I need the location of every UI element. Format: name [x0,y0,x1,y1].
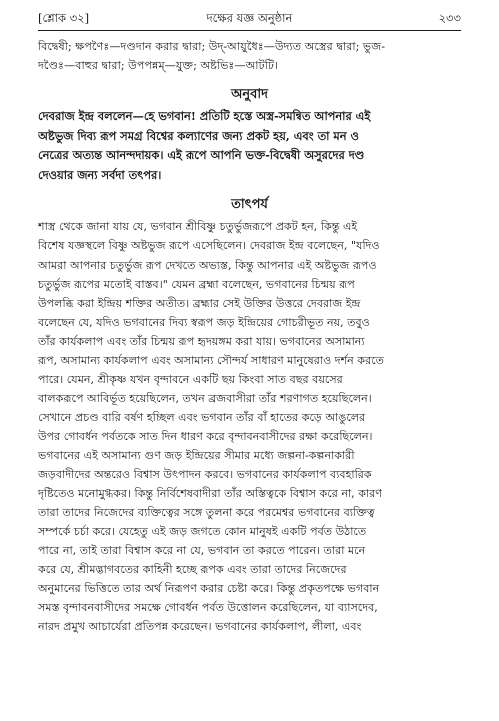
translation-block [38,107,461,185]
purport-line: সম্পর্কে চর্চা করে। যেহেতু এই জড় জগতে কোন মানুষই একটি পর্বত উঠাতে [38,525,367,539]
purport-line: বলেছেন যে, যদিও ভগবানের দিব্য স্বরূপ জড় ইন্দ্রিয়ের গোচরীভূত নয়, তবুও [38,315,370,329]
purport-line: বিশেষ যজ্ঞস্থলে বিষ্ণু অষ্টভুজ রূপে এসেছিলেন। দেবরাজ ইন্দ্র বলেছেন, "যদিও [38,239,380,253]
purport-line: নারদ প্রমুখ আচার্যেরা প্রতিপন্ন করেছেন। ভগবানের কার্যকলাপ, লীলা, এবং [38,620,362,634]
purport-line: অনুমানের ভিত্তিতে তার অর্থ নিরূপণ করার চেষ্টা করে। কিন্তু প্রকৃতপক্ষে ভগবান [38,582,380,596]
translation-line: নেত্রের অত্যন্ত আনন্দদায়ক। এই রূপে আপনি ভক্ত-বিদ্বেষী অসুরদের দণ্ড [38,148,365,163]
purport-line: চতুর্ভুজ রূপের মতোই বাস্তব।" যেমন ব্রহ্মা বলেছেন, ভগবানের চিন্ময় রূপ [38,277,355,291]
purport-line: ভগবানের এই অসামান্য গুণ জড় ইন্দ্রিয়ের সীমার মধ্যে জল্পনা-কল্পনাকারী [38,448,355,462]
purport-line: পারে। যেমন, শ্রীকৃষ্ণ যখন বৃন্দাবনে একটি ছয় কিংবা সাত বছর বয়সের [38,372,343,386]
purport-line: তাঁর কার্যকলাপ এবং তাঁর চিন্ময় রূপ হৃদয়ঙ্গম করা যায়। ভগবানের অসামান্য [38,334,365,348]
translation-line: দেওয়ার জন্য সর্বদা তৎপর। [38,167,162,182]
purport-line: আমরা আপনার চতুর্ভুজ রূপ দেখতে অভ্যস্ত, কিন্তু আপনার এই অষ্টভুজ রূপও [38,258,377,272]
translation-line: দেবরাজ ইন্দ্র বললেন—হে ভগবান! প্রতিটি হস্তে অস্ত্র-সমন্বিত আপনার এই [38,109,371,124]
synonyms-block [38,37,461,75]
page-number: ২৩৩ [438,11,461,25]
page-header [38,8,461,28]
purport-line: দৃষ্টিতেও মনোমুগ্ধকর। কিন্তু নির্বিশেষবাদীরা তাঁর অস্তিত্বকে বিশ্বাস করে না, কারণ [38,487,383,501]
chapter-title: দক্ষের যজ্ঞ অনুষ্ঠান [206,11,293,25]
verse-reference: [শ্লোক ৩২] [38,11,90,25]
synonyms-line: বিদ্বেষী; ক্ষপণৈঃ—দণ্ডদান করার দ্বারা; উদ্-আয়ুধৈঃ—উদ্যত অস্ত্রের দ্বারা; ভুজ- [38,40,386,53]
purport-line: উপর গোবর্ধন পর্বতকে সাত দিন ধারণ করে বৃন্দাবনবাসীদের রক্ষা করেছিলেন। [38,429,373,443]
purport-line: পারে না, তাই তারা বিশ্বাস করে না যে, ভগবান তা করতে পারেন। তারা মনে [38,544,366,558]
translation-heading: অনুবাদ [231,87,268,103]
purport-line: উপলব্ধি করা ইন্দ্রিয় শক্তির অতীত। ব্রহ্মার সেই উক্তির উত্তরে দেবরাজ ইন্দ্র [38,296,361,310]
purport-line: বালকরূপে আবির্ভূত হয়েছিলেন, তখন ব্রজবাসীরা তাঁর শরণাগত হয়েছিলেন। [38,391,372,405]
purport-line: তারা তাদের নিজেদের ব্যক্তিত্বের সঙ্গে তুলনা করে পরমেশ্বর ভগবানের ব্যক্তিত্ব [38,506,375,520]
header-rule [38,30,461,31]
purport-block [38,217,461,636]
synonyms-line: দণ্ডৈঃ—বাহুর দ্বারা; উপপন্নম্—যুক্ত; অষ্টভিঃ—আটটি। [38,59,279,73]
purport-line: শাস্ত্র থেকে জানা যায় যে, ভগবান শ্রীবিষ্ণু চতুর্ভুজরূপে প্রকট হন, কিন্তু এই [38,220,358,234]
purport-line: করে যে, শ্রীমদ্ভাগবতের কাহিনী হচ্ছে রূপক এবং তারা তাদের নিজেদের [38,563,347,577]
translation-line: অষ্টভুজ দিব্য রূপ সমগ্র বিশ্বের কল্যাণের জন্য প্রকট হয়, এবং তা মন ও [38,128,359,143]
purport-line: জড়বাদীদের অন্তরেও বিশ্বাস উৎপাদন করবে। ভগবানের কার্যকলাপ ব্যবহারিক [38,468,372,482]
purport-line: সমস্ত বৃন্দাবনবাসীদের সমক্ষে গোবর্ধন পর্বত উত্তোলন করেছিলেন, যা ব্যাসদেব, [38,601,378,615]
purport-line: রূপ, অসামান্য কার্যকলাপ এবং অসামান্য সৌন্দর্য সাধারণ মানুষেরাও দর্শন করতে [38,353,384,367]
purport-line: সেখানে প্রচণ্ড বারি বর্ষণ হচ্ছিল এবং ভগবান তাঁর বাঁ হাতের কড়ে আঙুলের [38,410,366,424]
purport-heading: তাৎপর্য [231,197,268,213]
